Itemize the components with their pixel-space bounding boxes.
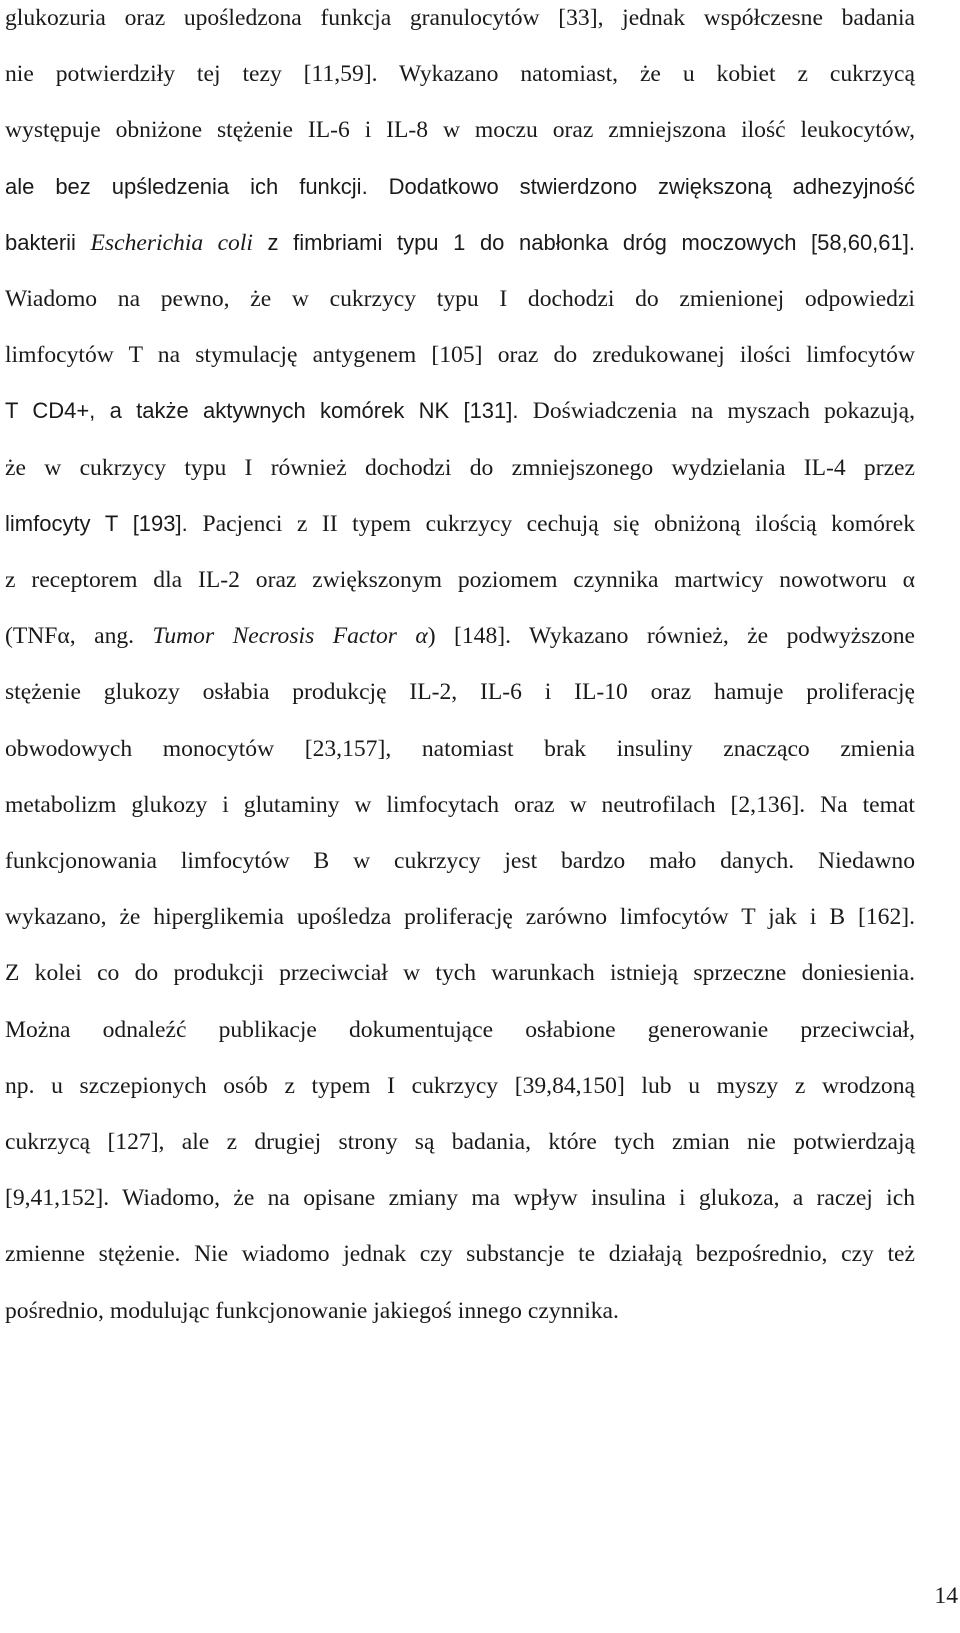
text-line [5, 3, 915, 33]
text-segment: obwodowych monocytów [23,157], natomiast brak insuliny znacząco zmienia [5, 735, 915, 762]
text-segment: z fimbriami typu 1 do nabłonka dróg moczowych [58,60,61]. [252, 229, 915, 255]
text-segment: wykazano, że hiperglikemia upośledza proliferację zarówno limfocytów T jak i B [162]. [5, 904, 915, 931]
text-line [5, 1015, 915, 1045]
text-line [5, 59, 915, 89]
text-line [5, 846, 915, 876]
text-line [5, 902, 915, 932]
text-segment: Doświadczenia na myszach pokazują, [532, 398, 916, 425]
page-number: 14 [934, 1583, 958, 1609]
text-segment: pośrednio, modulując funkcjonowanie jakiegoś innego czynnika. [5, 1297, 619, 1324]
text-segment: Wiadomo na pewno, że w cukrzycy typu I dochodzi do zmienionej odpowiedzi [5, 286, 915, 312]
text-segment: Z kolei co do produkcji przeciwciał w tych warunkach istnieją sprzeczne doniesienia. [5, 960, 915, 987]
text-line [5, 1239, 915, 1269]
text-segment: funkcjonowania limfocytów B w cukrzycy jest bardzo mało danych. Niedawno [5, 848, 915, 874]
text-segment: z receptorem dla IL-2 oraz zwiększonym poziomem czynnika martwicy nowotworu α [5, 567, 915, 593]
text-line [5, 1127, 915, 1157]
text-line [5, 340, 915, 370]
text-line [5, 734, 915, 764]
text-segment: Dodatkowo stwierdzono zwiększoną adhezyjność [388, 173, 915, 199]
text-segment: ) [148]. Wykazano również, że podwyższone [427, 623, 915, 650]
text-line [5, 509, 915, 539]
text-line [5, 172, 915, 202]
text-segment: Można odnaleźć publikacje dokumentujące osłabione generowanie przeciwciał, [5, 1016, 915, 1043]
text-line [5, 621, 915, 651]
text-segment: T CD4+, a także aktywnych komórek NK [131]. [5, 398, 533, 424]
text-segment: [9,41,152]. Wiadomo, że na opisane zmiany ma wpływ insulina i glukoza, a raczej ich [5, 1185, 915, 1212]
text-line [5, 228, 915, 258]
text-line [5, 677, 915, 707]
text-segment: bakterii [5, 229, 91, 255]
text-line [5, 284, 915, 314]
text-segment: limfocytów T na stymulację antygenem [105] oraz do zredukowanej ilości limfocytów [5, 342, 915, 369]
text-segment: nie potwierdziły tej tezy [11,59]. Wykazano natomiast, że u kobiet z cukrzycą [5, 61, 915, 88]
text-segment: zmienne stężenie. Nie wiadomo jednak czy substancje te działają bezpośrednio, czy też [5, 1241, 915, 1268]
text-segment: glukozuria oraz upośledzona funkcja granulocytów [33], jednak współczesne badania [5, 5, 915, 31]
text-line [5, 1071, 915, 1101]
text-line [5, 115, 915, 145]
text-segment: Pacjenci z II typem cukrzycy cechują się obniżoną ilością komórek [202, 510, 915, 537]
text-segment: cukrzycą [127], ale z drugiej strony są badania, które tych zmian nie potwierdzają [5, 1129, 915, 1155]
text-segment: ale bez upśledzenia ich funkcji. [5, 173, 389, 199]
text-line [5, 790, 915, 820]
italic-term: Escherichia coli [90, 229, 253, 256]
text-line [5, 958, 915, 988]
text-line [5, 1183, 915, 1213]
text-line [5, 453, 915, 483]
text-line [5, 396, 915, 426]
text-segment: że w cukrzycy typu I również dochodzi do zmniejszonego wydzielania IL-4 przez [5, 454, 915, 481]
text-segment: (TNFα, ang. [5, 623, 153, 650]
text-segment: stężenie glukozy osłabia produkcję IL-2, IL-6 i IL-10 oraz hamuje proliferację [5, 679, 915, 706]
text-segment: metabolizm glukozy i glutaminy w limfocytach oraz w neutrofilach [2,136]. Na temat [5, 791, 915, 818]
text-segment: np. u szczepionych osób z typem I cukrzycy [39,84,150] lub u myszy z wrodzoną [5, 1072, 915, 1099]
text-line [5, 565, 915, 595]
italic-term: Tumor Necrosis Factor α [152, 623, 428, 650]
text-line [5, 1296, 915, 1326]
text-segment: występuje obniżone stężenie IL-6 i IL-8 w moczu oraz zmniejszona ilość leukocytów, [5, 117, 915, 144]
text-segment: limfocyty T [193]. [5, 510, 203, 536]
